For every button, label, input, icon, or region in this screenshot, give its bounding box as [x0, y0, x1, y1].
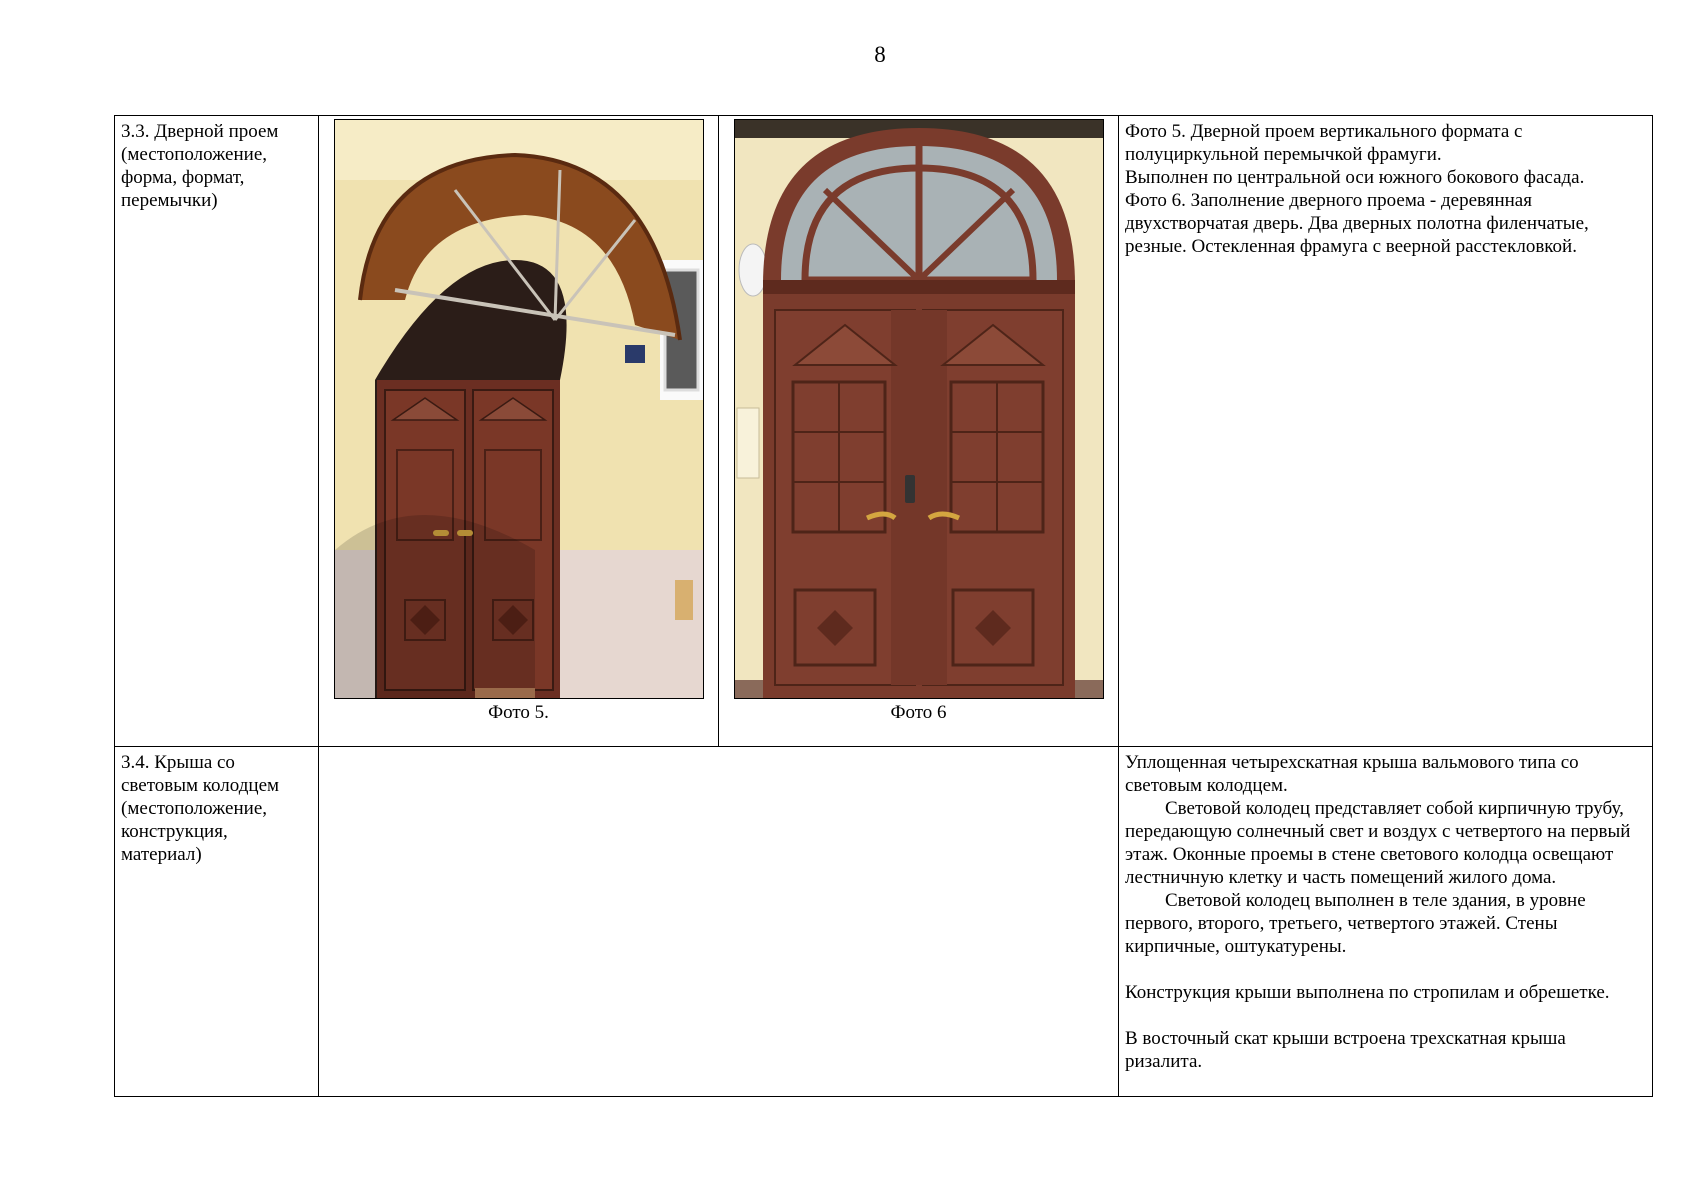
photo-5-caption: Фото 5.	[488, 702, 549, 723]
table-row-roof	[115, 747, 1653, 1097]
row-label-door: 3.3. Дверной проем (местоположение, форма, формат, перемычки)	[115, 116, 319, 747]
description-paragraph: Световой колодец выполнен в теле здания, в уровне первого, второго, третьего, четвертого этажей. Стены кирпичные, оштукатурены.	[1125, 890, 1586, 957]
arched-door-with-canopy-photo	[335, 120, 703, 698]
row-description-door	[1119, 116, 1653, 747]
page-number: 8	[874, 42, 886, 67]
description-paragraph: Уплощенная четырехскатная крыша вальмового типа со световым колодцем.	[1125, 752, 1579, 796]
row-label-roof: 3.4. Крыша со световым колодцем (местоположение, конструкция, материал)	[115, 747, 319, 1097]
photo-6-caption: Фото 6	[890, 702, 947, 723]
paragraph-gap	[1125, 958, 1646, 981]
arched-door-with-transom-photo	[735, 120, 1103, 698]
paragraph-gap	[1125, 1004, 1646, 1027]
photo-6-frame	[734, 119, 1104, 699]
description-paragraph: Световой колодец представляет собой кирпичную трубу, передающую солнечный свет и воздух с четвертого на первый этаж. Оконные проемы в стене светового колодца освещают лестничную клетку и часть помещений жилого дома.	[1125, 798, 1631, 888]
description-paragraph: Фото 5. Дверной проем вертикального формата с полуциркульной перемычкой фрамуги.	[1125, 121, 1523, 165]
photo-cell-5	[319, 116, 719, 747]
description-paragraph: Выполнен по центральной оси южного бокового фасада.	[1125, 167, 1585, 188]
photo-cell-6	[719, 116, 1119, 747]
description-paragraph: Конструкция крыши выполнена по стропилам и обрешетке.	[1125, 982, 1610, 1003]
photo-5-frame	[334, 119, 704, 699]
row-description-roof	[1119, 747, 1653, 1097]
empty-photo-cell	[319, 747, 1119, 1097]
document-table	[114, 115, 1653, 1097]
description-paragraph: В восточный скат крыши встроена трехскатная крыша ризалита.	[1125, 1028, 1566, 1072]
description-paragraph: Фото 6. Заполнение дверного проема - деревянная двухстворчатая дверь. Два дверных полотна филенчатые, резные. Остекленная фрамуга с веерной расстекловкой.	[1125, 190, 1589, 257]
table-row-door	[115, 116, 1653, 747]
